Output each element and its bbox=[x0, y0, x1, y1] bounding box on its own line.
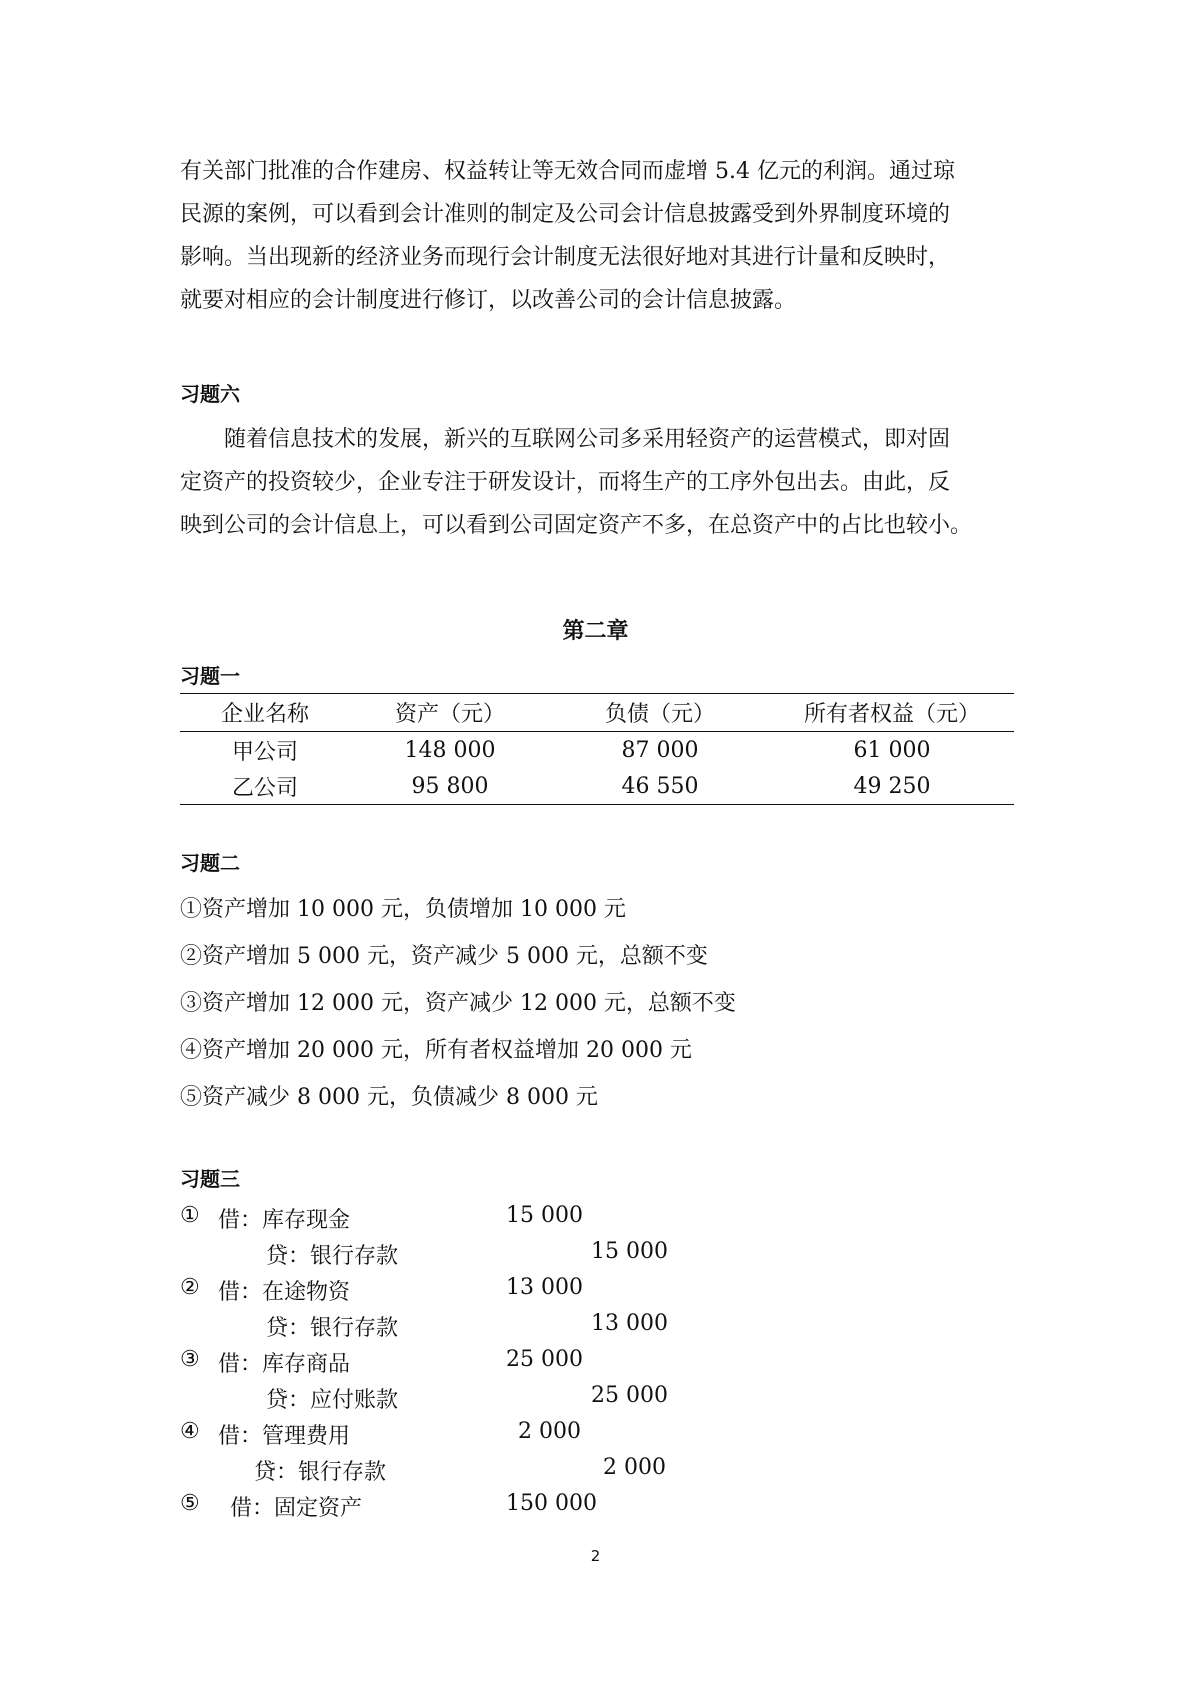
table-cell: 95 800 bbox=[350, 768, 550, 805]
table-cell: 乙公司 bbox=[180, 768, 350, 805]
debit-account: 借：固定资产 bbox=[230, 1496, 363, 1521]
debit-amount: 13 000 bbox=[506, 1275, 583, 1300]
table-cell: 46 550 bbox=[550, 768, 770, 805]
page-number: 2 bbox=[590, 1547, 601, 1565]
table-cell: 87 000 bbox=[621, 737, 699, 763]
table-cell: 148 000 bbox=[404, 737, 496, 763]
list-item: ②资产增加 5 000 元，资产减少 5 000 元，总额不变 bbox=[180, 944, 708, 969]
column-header: 所有者权益（元） bbox=[770, 694, 1014, 732]
debit-account: 借：管理费用 bbox=[218, 1424, 351, 1449]
column-header: 资产（元） bbox=[350, 694, 550, 732]
exercise1-heading: 习题一 bbox=[180, 664, 240, 688]
debit-account: 借：库存现金 bbox=[218, 1208, 351, 1233]
credit-amount: 13 000 bbox=[591, 1311, 668, 1336]
list-item: ③资产增加 12 000 元，资产减少 12 000 元，总额不变 bbox=[180, 991, 736, 1016]
exercise2-heading: 习题二 bbox=[180, 851, 240, 875]
entry-number: ⑤ bbox=[180, 1491, 200, 1516]
credit-account: 贷：银行存款 bbox=[266, 1316, 399, 1341]
column-header: 负债（元） bbox=[550, 694, 770, 732]
text-line: 民源的案例，可以看到会计准则的制定及公司会计信息披露受到外界制度环境的 bbox=[180, 202, 951, 227]
credit-amount: 15 000 bbox=[591, 1239, 668, 1264]
debit-amount: 15 000 bbox=[506, 1203, 583, 1228]
text-line: 就要对相应的会计制度进行修订，以改善公司的会计信息披露。 bbox=[180, 288, 797, 313]
table-cell: 61 000 bbox=[853, 737, 931, 763]
credit-account: 贷：银行存款 bbox=[266, 1244, 399, 1269]
entry-number: ① bbox=[180, 1203, 200, 1228]
balance-table bbox=[180, 693, 1014, 805]
credit-amount: 25 000 bbox=[591, 1383, 668, 1408]
entry-number: ③ bbox=[180, 1347, 200, 1372]
exercise6-paragraph bbox=[180, 418, 1020, 547]
exercise3-heading: 习题三 bbox=[180, 1167, 240, 1191]
credit-amount: 2 000 bbox=[603, 1455, 666, 1480]
column-header: 企业名称 bbox=[180, 694, 350, 732]
text-line: 映到公司的会计信息上，可以看到公司固定资产不多，在总资产中的占比也较小。 bbox=[180, 513, 973, 538]
table-row bbox=[180, 732, 1014, 769]
text-line: 影响。当出现新的经济业务而现行会计制度无法很好地对其进行计量和反映时， bbox=[180, 245, 951, 270]
debit-account: 借：库存商品 bbox=[218, 1352, 351, 1377]
exercise6-heading: 习题六 bbox=[180, 382, 240, 406]
list-item: ⑤资产减少 8 000 元，负债减少 8 000 元 bbox=[180, 1085, 598, 1110]
table-row bbox=[180, 768, 1014, 805]
list-item: ④资产增加 20 000 元，所有者权益增加 20 000 元 bbox=[180, 1038, 692, 1063]
text-line: 随着信息技术的发展，新兴的互联网公司多采用轻资产的运营模式，即对固 bbox=[224, 427, 951, 452]
debit-amount: 150 000 bbox=[506, 1491, 597, 1516]
credit-account: 贷：应付账款 bbox=[266, 1388, 399, 1413]
table-header-row bbox=[180, 694, 1014, 732]
debit-amount: 25 000 bbox=[506, 1347, 583, 1372]
debit-amount: 2 000 bbox=[518, 1419, 581, 1444]
text-line: 有关部门批准的合作建房、权益转让等无效合同而虚增 5.4 亿元的利润。通过琼 bbox=[180, 159, 955, 184]
text-line: 定资产的投资较少，企业专注于研发设计，而将生产的工序外包出去。由此，反 bbox=[180, 470, 951, 495]
table-cell: 49 250 bbox=[770, 768, 1014, 805]
chapter-title: 第二章 bbox=[562, 619, 629, 644]
intro-paragraph bbox=[180, 150, 1020, 322]
credit-account: 贷：银行存款 bbox=[254, 1460, 387, 1485]
entry-number: ② bbox=[180, 1275, 200, 1300]
entry-number: ④ bbox=[180, 1419, 200, 1444]
debit-account: 借：在途物资 bbox=[218, 1280, 351, 1305]
list-item: ①资产增加 10 000 元，负债增加 10 000 元 bbox=[180, 897, 626, 922]
table-cell: 甲公司 bbox=[231, 739, 298, 765]
